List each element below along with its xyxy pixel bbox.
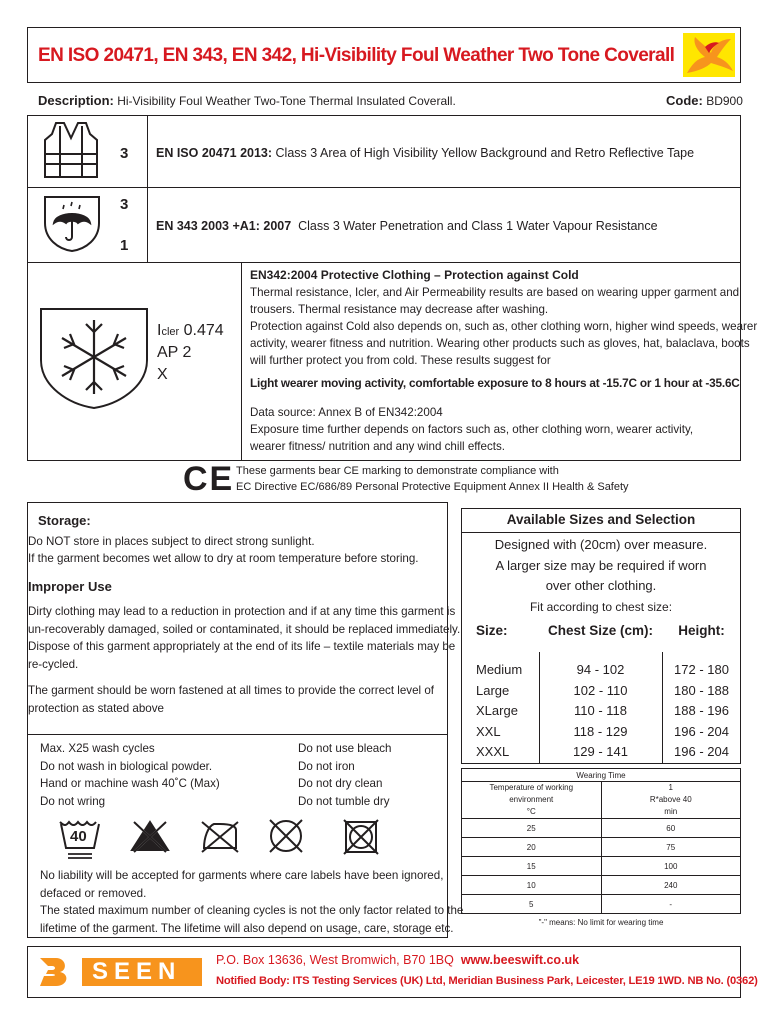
code-label: Code: [666, 93, 703, 108]
care-item: Max. X25 wash cycles [40, 742, 155, 755]
size-cell: XLarge [476, 703, 518, 718]
en342-paragraph [250, 284, 757, 369]
chest-cell: 102 - 110 [573, 682, 628, 698]
sizes-intro-line: A larger size may be required if worn [495, 557, 707, 573]
temp-cell: 10 [462, 876, 602, 895]
ce-text [236, 463, 629, 495]
no-bleach-icon [128, 818, 172, 854]
temp-cell: 20 [462, 838, 602, 857]
sizes-col-height: Height: [678, 623, 725, 638]
sizes-intro [461, 535, 741, 617]
col-temp-line: Temperature of working [489, 783, 574, 792]
table-row [462, 876, 741, 895]
care-item: Do not dry clean [298, 777, 383, 790]
improper-use-line: re-cycled. [28, 657, 79, 671]
en342-para-line: Protection against Cold also depends on, such as, other clothing worn, higher wind speeds, wearer [250, 320, 758, 333]
table-row [462, 895, 741, 914]
height-cell: 172 - 180 [674, 662, 729, 677]
temp-cell: 5 [462, 895, 602, 914]
table-row [462, 838, 741, 857]
disclaimer-line: No liability will be accepted for garments where care labels have been ignored, [40, 869, 444, 882]
disclaimer-text [40, 867, 463, 937]
wearing-time-note: "-" means: No limit for wearing time [538, 918, 664, 927]
icler-number: 0.474 [183, 322, 224, 339]
wearing-time-col-time [601, 782, 741, 819]
height-cell: 196 - 204 [674, 723, 729, 739]
table-row [461, 722, 741, 743]
disclaimer-line: defaced or removed. [40, 886, 147, 900]
fastened-line: protection as stated above [28, 701, 164, 715]
description-row [38, 93, 456, 109]
care-item: Do not tumble dry [298, 794, 390, 808]
chest-cell: 118 - 129 [573, 723, 628, 739]
wash-temp: 40 [70, 828, 87, 845]
chest-cell: 110 - 118 [573, 703, 627, 718]
en343-desc: Class 3 Water Penetration and Class 1 Water Vapour Resistance [298, 219, 658, 233]
ce-line: These garments bear CE marking to demonstrate compliance with [236, 465, 559, 477]
icler-value [157, 322, 224, 340]
footer-address: P.O. Box 13636, West Bromwich, B70 1BQ [216, 953, 454, 967]
iso20471-label: EN ISO 20471 2013: [156, 146, 273, 160]
height-cell: 196 - 204 [674, 744, 729, 759]
beeswift-bird-logo-icon [683, 33, 735, 77]
ce-line: EC Directive EC/686/89 Personal Protective Equipment Annex II Health & Safety [236, 481, 629, 493]
no-tumble-dry-icon [342, 818, 380, 856]
wearing-time-col-temp [462, 782, 602, 819]
care-item: Hand or machine wash 40˚C (Max) [40, 777, 220, 790]
en343-class-bottom: 1 [120, 237, 129, 254]
time-cell: 75 [601, 838, 741, 857]
footer-address-line [216, 953, 579, 967]
col-temp-line: environment [509, 795, 554, 804]
snowflake-shield-icon [38, 306, 150, 410]
col-time-line: min [664, 807, 678, 816]
ce-mark: CE [183, 460, 235, 498]
en342-source-line: Exposure time further depends on factors such as, other clothing worn, wearer activity, [250, 423, 694, 436]
size-cell: Large [476, 682, 510, 698]
hi-vis-vest-icon [42, 120, 100, 180]
wash-40-icon [58, 818, 102, 860]
iso20471-class: 3 [120, 145, 129, 162]
time-cell: 100 [601, 857, 741, 876]
en342-para-line: trousers. Thermal resistance may decrease after washing. [250, 303, 549, 316]
en342-source [250, 404, 693, 455]
umbrella-shield-icon [42, 193, 102, 253]
wearing-time-table [461, 768, 741, 927]
footer-notified-body: Notified Body: ITS Testing Services (UK) Ltd, Meridian Business Park, Leicester, LE19 1WD. NB No. (0362) [216, 975, 758, 987]
sizes-intro-line: Designed with (20cm) over measure. [494, 537, 708, 552]
storage-line: Do NOT store in places subject to direct strong sunlight. [28, 535, 315, 548]
footer-website[interactable]: www.beeswift.co.uk [460, 953, 580, 967]
ap-value: AP 2 [157, 344, 192, 361]
care-item: Do not use bleach [298, 742, 392, 755]
storage-text [28, 533, 419, 567]
time-cell: - [601, 895, 741, 914]
improper-use-heading: Improper Use [28, 579, 112, 594]
en343-text [156, 218, 658, 234]
disclaimer-line: The stated maximum number of cleaning cycles is not the only factor related to the [40, 904, 464, 917]
care-left [40, 740, 220, 810]
icler-label: I [157, 322, 162, 339]
code-value: BD900 [706, 94, 743, 108]
height-cell: 188 - 196 [674, 703, 729, 718]
en342-para-line: activity, wearer fitness and nutrition. Wearing other products such as gloves, hat, balaclava, boots [250, 337, 750, 350]
icler-sub: cler [161, 326, 180, 338]
table-row [461, 742, 741, 763]
no-iron-icon [198, 818, 242, 854]
seen-brand: SEEN [92, 958, 182, 985]
disclaimer-line: lifetime of the garment. The lifetime will also depend on usage, care, storage etc. [40, 921, 454, 935]
table-row [462, 819, 741, 838]
storage-heading: Storage: [38, 513, 91, 528]
sizes-intro-line: Fit according to chest size: [529, 599, 673, 614]
care-item: Do not iron [298, 759, 355, 773]
table-row [461, 701, 741, 722]
temp-cell: 25 [462, 819, 602, 838]
temp-cell: 15 [462, 857, 602, 876]
fastened-text [28, 682, 434, 717]
en343-class-top: 3 [120, 196, 129, 213]
sizes-intro-line: over other clothing. [545, 578, 657, 593]
col-time-line: R*above 40 [649, 795, 692, 804]
fastened-line: The garment should be worn fastened at all times to provide the correct level of [28, 684, 434, 697]
chest-cell: 129 - 141 [573, 744, 628, 759]
time-cell: 60 [601, 819, 741, 838]
en342-source-line: wearer fitness/ nutrition and any wind chill effects. [250, 440, 505, 453]
table-row [462, 857, 741, 876]
iso20471-desc: Class 3 Area of High Visibility Yellow Background and Retro Reflective Tape [275, 146, 695, 160]
col-time-line: 1 [668, 783, 673, 792]
size-cell: Medium [476, 662, 523, 677]
col-temp-line: °C [526, 807, 536, 816]
en342-title: EN342:2004 Protective Clothing – Protection against Cold [250, 268, 579, 282]
improper-use-line: Dispose of this garment appropriately at the end of its life – textile materials may be [28, 640, 456, 653]
storage-line: If the garment becomes wet allow to dry at room temperature before storing. [28, 552, 419, 565]
description-label: Description: [38, 93, 114, 108]
seen-logo [38, 956, 206, 988]
care-item: Do not wash in biological powder. [40, 759, 213, 773]
improper-use-line: Dirty clothing may lead to a reduction in protection and if at any time this garment is [28, 605, 456, 618]
chest-cell: 94 - 102 [576, 662, 625, 677]
en342-highlight: Light wearer moving activity, comfortable exposure to 8 hours at -15.7C or 1 hour at -35.6C [250, 376, 740, 390]
table-row [461, 681, 741, 702]
improper-use-text [28, 603, 460, 673]
en342-para-line: Thermal resistance, Icler, and Air Permeability results are based on wearing upper garment and [250, 286, 740, 299]
iso20471-text [156, 145, 694, 161]
sizes-col-chest: Chest Size (cm): [547, 623, 654, 638]
sizes-col-size: Size: [476, 623, 508, 638]
no-dry-clean-icon [266, 816, 306, 856]
sizes-rows [461, 660, 741, 763]
code-row [666, 93, 743, 109]
page-title: EN ISO 20471, EN 343, EN 342, Hi-Visibility Foul Weather Two Tone Coverall [38, 45, 675, 66]
wearing-time-title: Wearing Time [462, 769, 741, 782]
en343-label: EN 343 2003 +A1: 2007 [156, 219, 292, 233]
table-row [461, 660, 741, 681]
time-cell: 240 [601, 876, 741, 895]
care-item: Do not wring [40, 794, 106, 808]
improper-use-line: un-recoverably damaged, soiled or contaminated, it should be replaced immediately. [28, 622, 461, 636]
height-cell: 180 - 188 [674, 682, 729, 698]
x-value: X [157, 366, 168, 383]
sizes-heading: Available Sizes and Selection [506, 512, 696, 527]
size-cell: XXXL [476, 744, 510, 759]
description-text: Hi-Visibility Foul Weather Two-Tone Thermal Insulated Coverall. [117, 94, 456, 108]
size-cell: XXL [476, 723, 501, 739]
en342-source-line: Data source: Annex B of EN342:2004 [250, 406, 443, 419]
en342-para-line: will further protect you from cold. These results suggest for [250, 354, 551, 367]
care-right [298, 740, 391, 810]
